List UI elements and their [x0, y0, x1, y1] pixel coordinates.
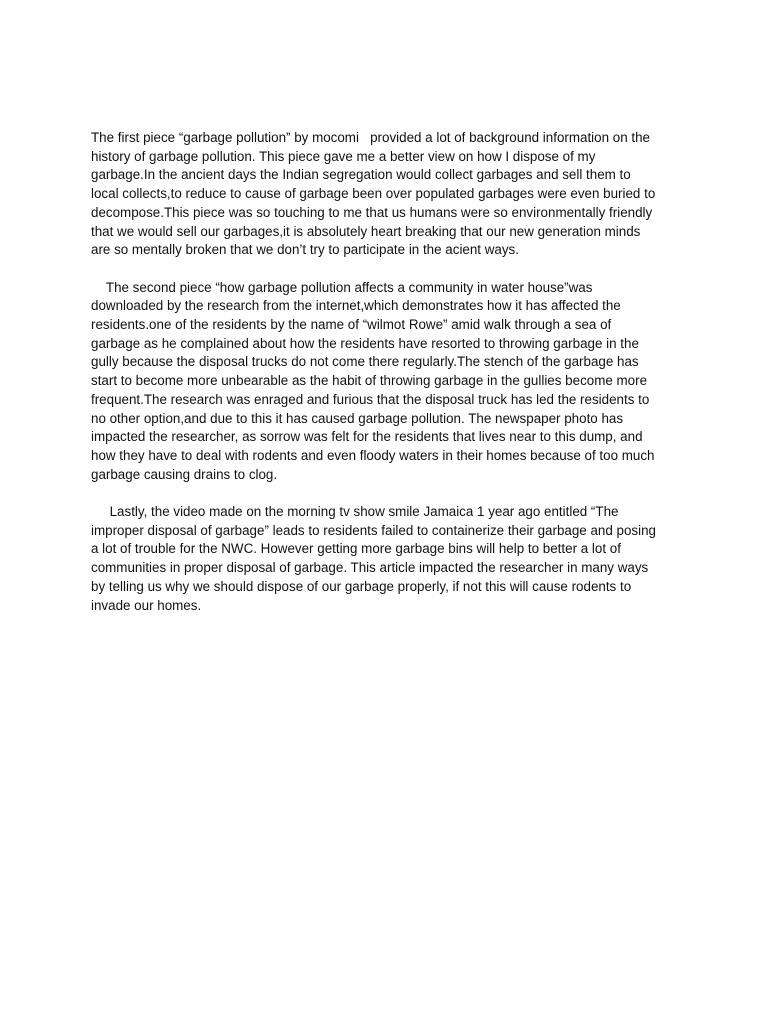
text-line: that we would sell our garbages,it is absolutely heart breaking that our new generation minds	[91, 223, 641, 239]
text-line: history of garbage pollution. This piece gave me a better view on how I dispose of my	[91, 148, 596, 164]
text-line: by telling us why we should dispose of our garbage properly, if not this will cause rodents to	[91, 578, 632, 594]
text-line: decompose.This piece was so touching to me that us humans were so environmentally friendly	[91, 204, 653, 220]
text-line: gully because the disposal trucks do not come there regularly.The stench of the garbage has	[91, 354, 639, 370]
text-line: how they have to deal with rodents and even floody waters in their homes because of too much	[91, 447, 655, 463]
text-line: impacted the researcher, as sorrow was felt for the residents that lives near to this dump, and	[91, 429, 643, 445]
paragraph-1	[91, 129, 691, 260]
text-line: a lot of trouble for the NWC. However getting more garbage bins will help to better a lot of	[91, 541, 621, 557]
text-line: residents.one of the residents by the name of “wilmot Rowe” amid walk through a sea of	[91, 317, 612, 333]
text-line: garbage.In the ancient days the Indian segregation would collect garbages and sell them to	[91, 167, 631, 183]
text-line: The first piece “garbage pollution” by mocomi provided a lot of background information on the	[91, 130, 650, 145]
text-line: communities in proper disposal of garbage. This article impacted the researcher in many ways	[91, 560, 649, 576]
text-line: downloaded by the research from the internet,which demonstrates how it has affected the	[91, 298, 621, 314]
text-line: frequent.The research was enraged and furious that the disposal truck has led the residents to	[91, 391, 650, 407]
text-line: invade our homes.	[91, 597, 202, 613]
text-line: The second piece “how garbage pollution affects a community in water house”was	[91, 279, 593, 295]
text-line: garbage as he complained about how the residents have resorted to throwing garbage in the	[91, 335, 639, 351]
text-line: garbage causing drains to clog.	[91, 466, 278, 482]
document-body	[91, 129, 691, 615]
paragraph-3	[91, 503, 691, 615]
text-line: local collects,to reduce to cause of garbage been over populated garbages were even buried to	[91, 186, 656, 202]
text-line: Lastly, the video made on the morning tv show smile Jamaica 1 year ago entitled “The	[91, 504, 619, 520]
paragraph-2	[91, 279, 691, 485]
text-line: are so mentally broken that we don’t try to participate in the acient ways.	[91, 242, 519, 258]
text-line: start to become more unbearable as the habit of throwing garbage in the gullies become more	[91, 373, 648, 389]
text-line: no other option,and due to this it has caused garbage pollution. The newspaper photo has	[91, 410, 624, 426]
text-line: improper disposal of garbage” leads to residents failed to containerize their garbage and posing	[91, 522, 656, 538]
